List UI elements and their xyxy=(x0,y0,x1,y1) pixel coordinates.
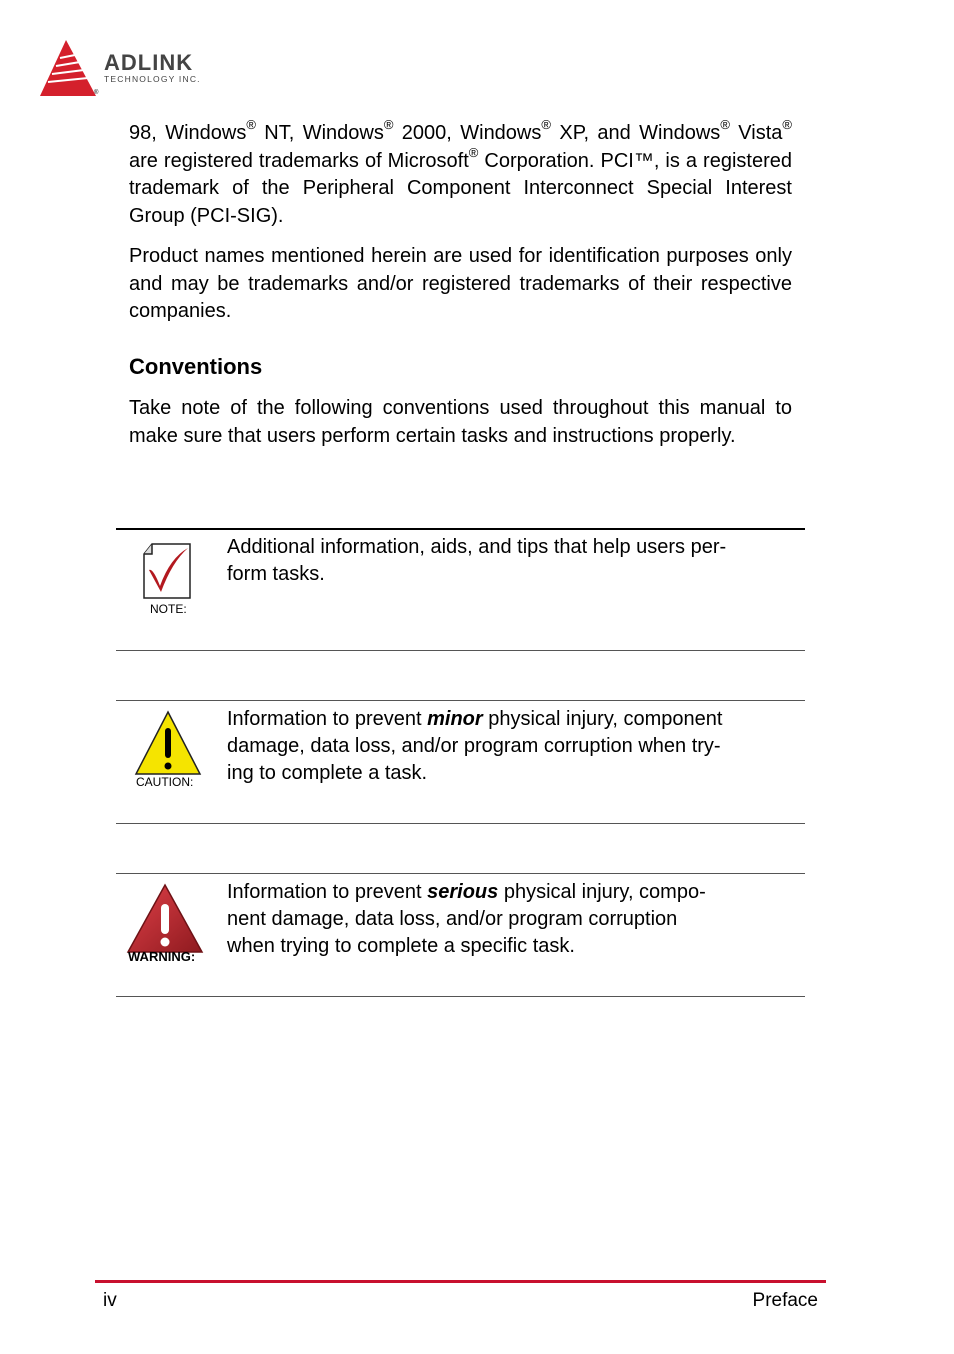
product-names-paragraph: Product names mentioned herein are used for identification purposes only and may be trademarks and/or registered trademarks of their respective companies. xyxy=(129,245,792,322)
trademark-paragraph: 98, Windows® NT, Windows® 2000, Windows® XP, and Windows® Vista® are registered trademarks of Microsoft® Corporation. PCI™, is a registered trademark of the Peripheral Component Interconnect Special Interest Group (PCI-SIG). xyxy=(129,117,792,227)
page-number: iv xyxy=(103,1290,117,1311)
conventions-heading: Conventions xyxy=(129,354,263,379)
logo-tagline: TECHNOLOGY INC. xyxy=(104,74,201,84)
note-label: NOTE: xyxy=(150,602,187,616)
note-bottom-rule xyxy=(116,650,805,651)
warning-label: WARNING: xyxy=(128,949,196,964)
note-callout-icon xyxy=(140,540,194,616)
caution-top-rule xyxy=(116,700,805,701)
caution-label: CAUTION: xyxy=(136,775,194,789)
warning-bottom-rule xyxy=(116,996,805,997)
warning-triangle-icon xyxy=(124,882,206,954)
logo-triangle-icon xyxy=(38,38,100,98)
conventions-intro: Take note of the following conventions used throughout this manual to make sure that users perform certain tasks and instructions properly. xyxy=(129,397,792,447)
caution-callout-icon xyxy=(134,710,202,789)
adlink-logo xyxy=(38,38,238,98)
caution-text: Information to prevent minor physical injury, component damage, data loss, and/or program corruption when try- ing to complete a task. xyxy=(227,708,723,784)
logo-name: ADLINK xyxy=(104,50,194,75)
caution-bottom-rule xyxy=(116,823,805,824)
warning-text: Information to prevent serious physical injury, compo- nent damage, data loss, and/or program corruption when trying to complete a specific task. xyxy=(227,881,706,957)
warning-top-rule xyxy=(116,873,805,874)
footer-rule xyxy=(95,1280,826,1283)
note-top-rule xyxy=(116,528,805,530)
logo-registered-mark: ® xyxy=(94,90,99,96)
note-text: Additional information, aids, and tips that help users per- form tasks. xyxy=(227,536,727,585)
footer-section: Preface xyxy=(752,1290,818,1311)
warning-callout-icon xyxy=(124,882,206,964)
caution-triangle-icon xyxy=(134,710,202,776)
note-checkmark-icon xyxy=(140,540,194,602)
